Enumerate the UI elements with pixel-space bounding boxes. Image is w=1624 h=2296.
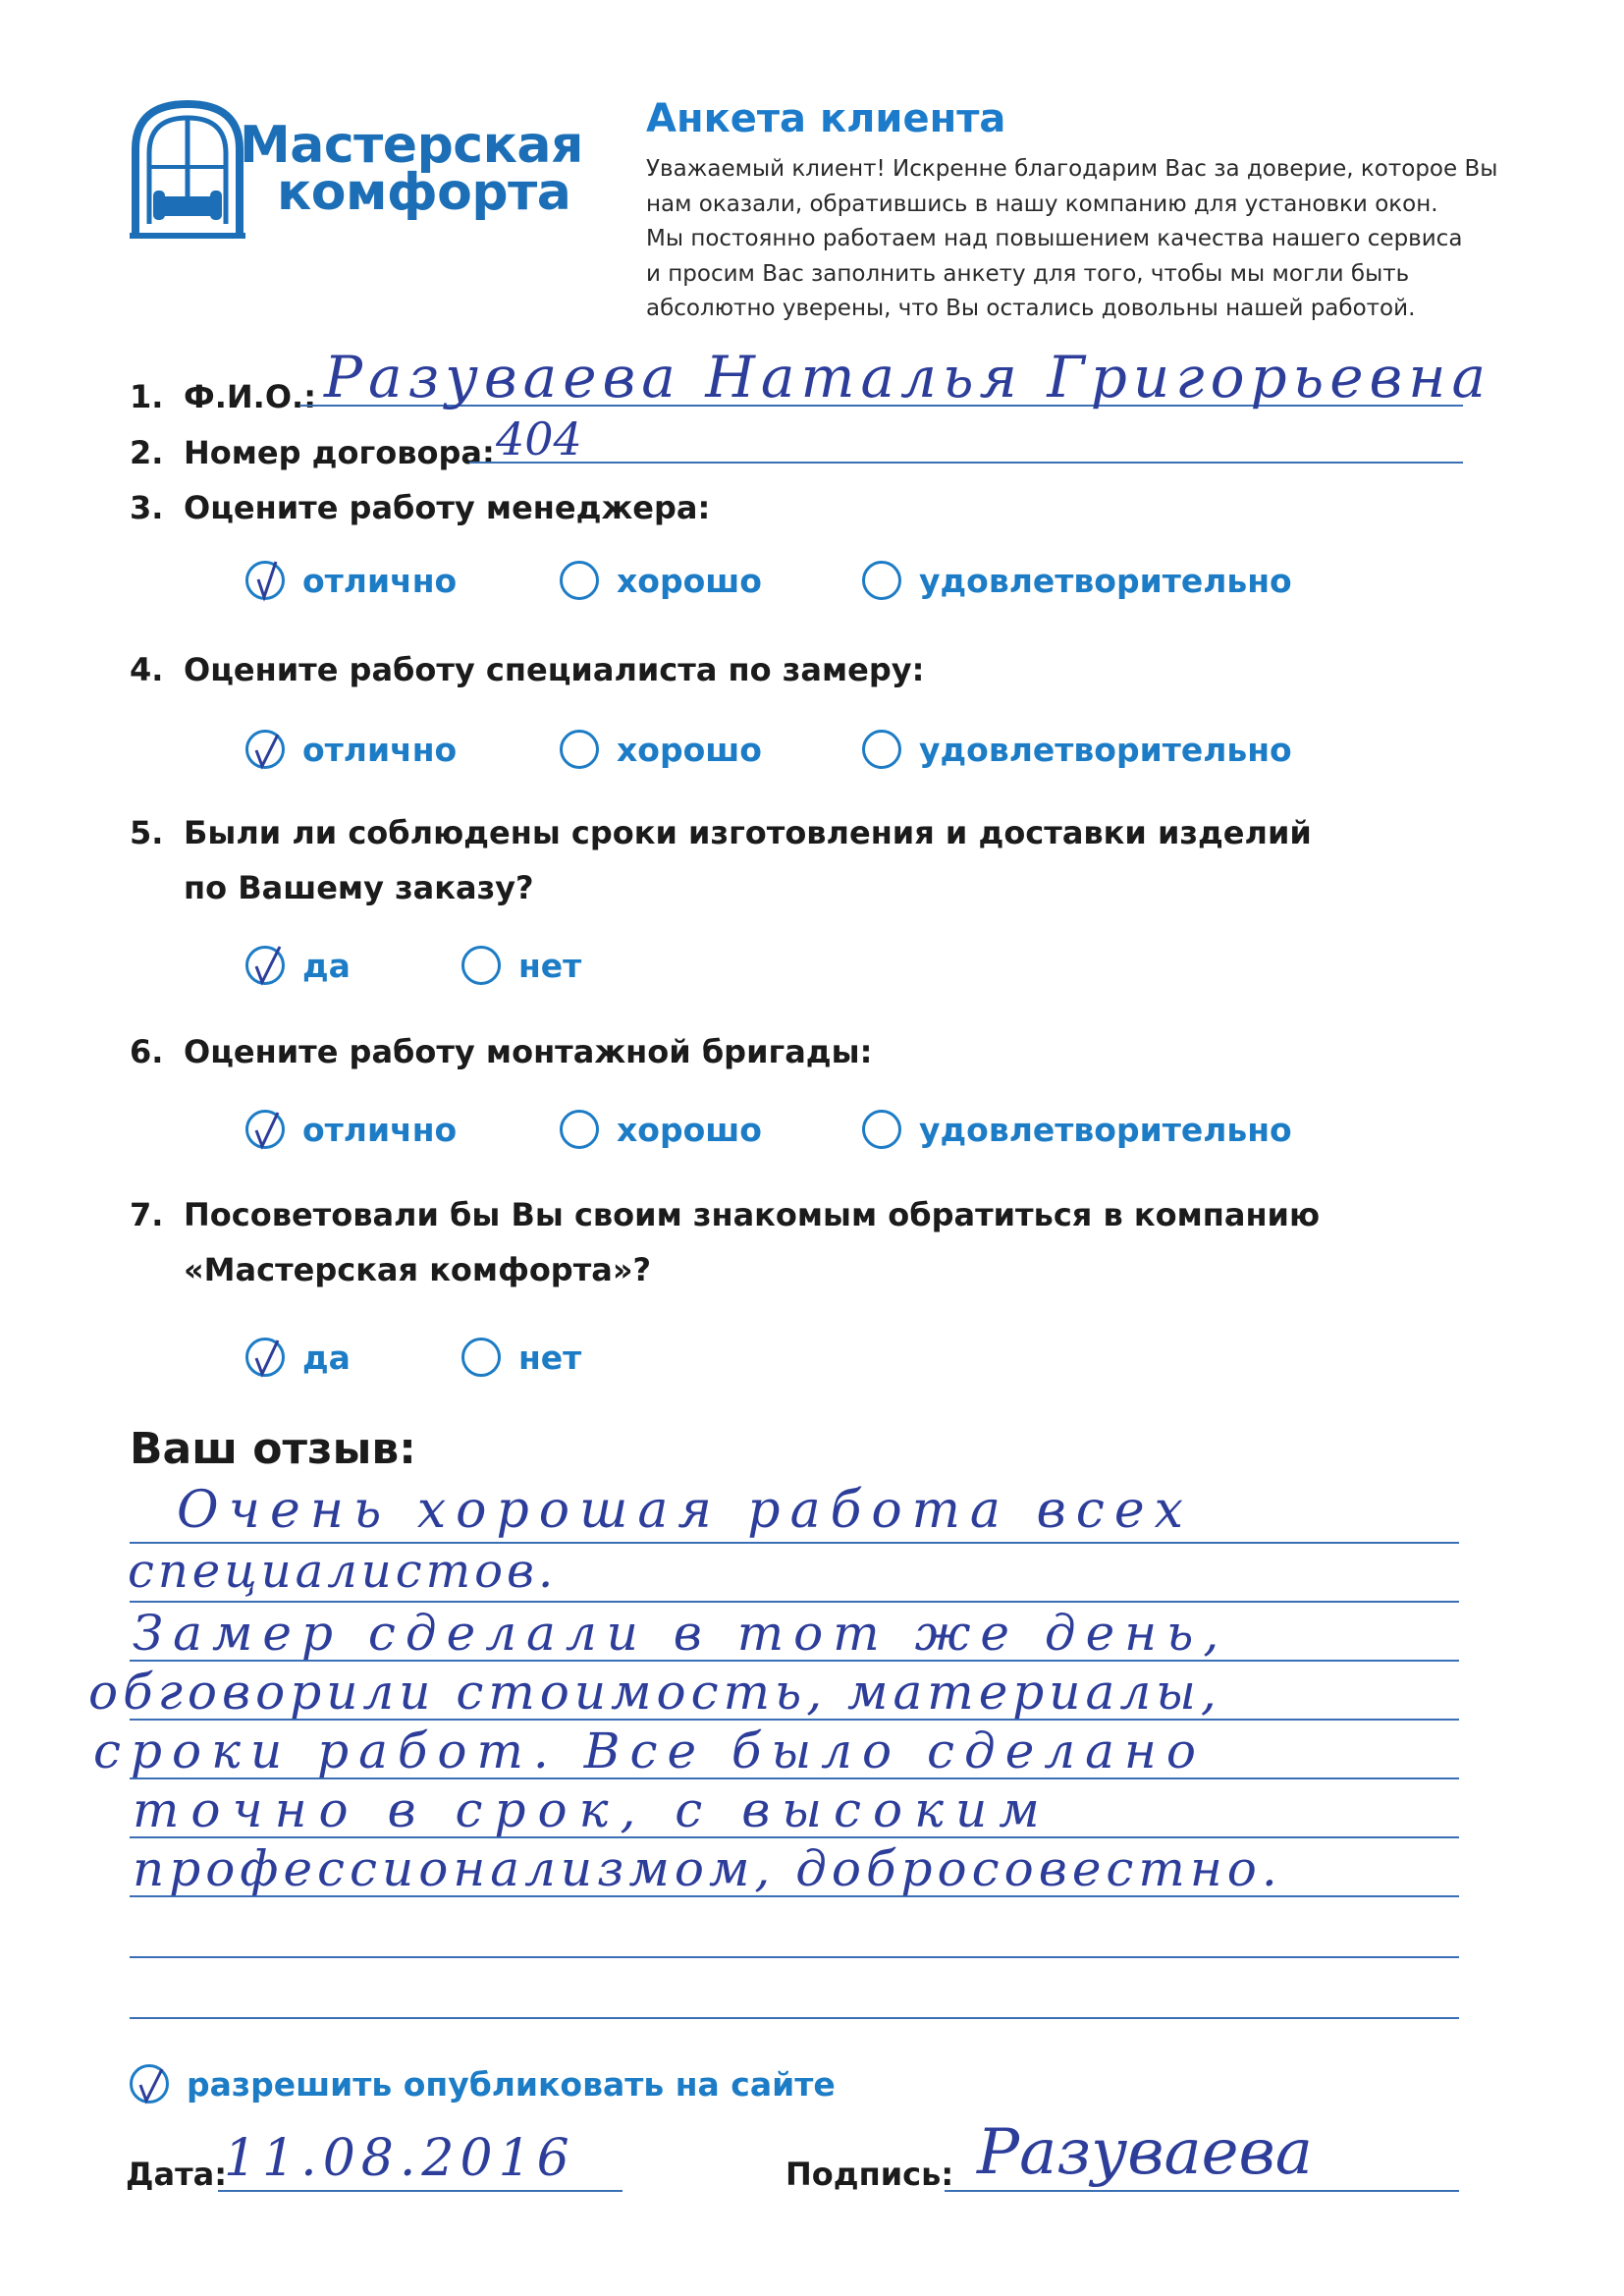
question-number: 4. — [130, 651, 164, 688]
review-line: специалистов. — [128, 1544, 558, 1599]
q7-option-no[interactable] — [461, 1338, 581, 1377]
form-title: Анкета клиента — [646, 96, 1006, 141]
question-text: Были ли соблюдены сроки изготовления и доставки изделий — [184, 814, 1312, 851]
intro-line: Уважаемый клиент! Искренне благодарим Вас за доверие, которое Вы — [646, 156, 1498, 182]
q3-option-excellent[interactable] — [245, 561, 457, 600]
option-label: нет — [518, 1338, 582, 1377]
logo — [130, 98, 583, 241]
publish-label: разрешить опубликовать на сайте — [187, 2064, 836, 2104]
intro-line: абсолютно уверены, что Вы остались довольны нашей работой. — [646, 296, 1416, 321]
q5-option-no[interactable] — [461, 946, 581, 985]
question-text: Посоветовали бы Вы своим знакомым обратиться в компанию — [184, 1196, 1321, 1233]
radio-circle[interactable] — [130, 2064, 169, 2104]
intro-text — [646, 152, 1510, 327]
question-4 — [130, 651, 924, 688]
option-label: хорошо — [617, 730, 762, 769]
q6-option-excellent[interactable] — [245, 1110, 457, 1149]
fio-label-row — [130, 378, 316, 415]
fio-label: Ф.И.О.: — [184, 378, 316, 415]
q4-option-good[interactable] — [560, 730, 762, 769]
q5-option-yes[interactable] — [245, 946, 351, 985]
logo-line2: комфорта — [277, 163, 571, 222]
review-line: профессионализмом, добросовестно. — [133, 1840, 1282, 1897]
question-5 — [130, 814, 1312, 851]
date-label: Дата: — [126, 2156, 228, 2193]
q3-option-good[interactable] — [560, 561, 762, 600]
signature-underline — [945, 2190, 1459, 2192]
review-line: обговорили стоимость, материалы, — [88, 1664, 1221, 1721]
radio-circle[interactable] — [862, 730, 901, 769]
radio-circle[interactable] — [245, 1338, 285, 1377]
option-label: удовлетворительно — [919, 730, 1292, 769]
contract-underline — [469, 462, 1463, 464]
option-label: хорошо — [617, 1110, 762, 1149]
contract-field[interactable]: 404 — [496, 412, 582, 465]
question-5-cont: по Вашему заказу? — [184, 869, 534, 906]
checkmark-icon — [244, 558, 288, 607]
q6-option-satisfactory[interactable] — [862, 1110, 1292, 1149]
question-text: Оцените работу менеджера: — [184, 489, 711, 526]
question-number: 2. — [130, 434, 164, 471]
logo-line1: Мастерская — [240, 116, 583, 175]
option-label: да — [302, 946, 351, 985]
radio-circle[interactable] — [560, 561, 599, 600]
question-number: 3. — [130, 489, 164, 526]
q4-option-excellent[interactable] — [245, 730, 457, 769]
review-rule — [130, 2017, 1459, 2019]
q7-option-yes[interactable] — [245, 1338, 351, 1377]
radio-circle[interactable] — [245, 1110, 285, 1149]
date-underline — [218, 2190, 623, 2192]
contract-label-row — [130, 434, 495, 471]
question-number: 6. — [130, 1033, 164, 1070]
checkmark-icon — [244, 727, 288, 776]
option-label: удовлетворительно — [919, 1110, 1292, 1149]
q4-option-satisfactory[interactable] — [862, 730, 1292, 769]
question-7 — [130, 1196, 1320, 1233]
option-label: да — [302, 1338, 351, 1377]
option-label: удовлетворительно — [919, 561, 1292, 600]
radio-circle[interactable] — [560, 730, 599, 769]
review-rule — [130, 1601, 1459, 1603]
question-7-cont: «Мастерская комфорта»? — [184, 1251, 652, 1288]
checkmark-icon — [244, 943, 288, 992]
radio-circle[interactable] — [560, 1110, 599, 1149]
radio-circle[interactable] — [245, 946, 285, 985]
question-number: 1. — [130, 378, 164, 415]
signature-label: Подпись: — [785, 2156, 954, 2193]
intro-line: нам оказали, обратившись в нашу компанию для установки окон. — [646, 191, 1438, 217]
date-field[interactable]: 11.08.2016 — [224, 2129, 575, 2188]
review-title: Ваш отзыв: — [130, 1424, 416, 1474]
radio-circle[interactable] — [862, 1110, 901, 1149]
intro-line: Мы постоянно работаем над повышением качества нашего сервиса — [646, 226, 1463, 251]
radio-circle[interactable] — [461, 946, 501, 985]
checkmark-icon — [129, 2061, 172, 2110]
question-3 — [130, 489, 710, 526]
signature-field[interactable]: Разуваева — [977, 2116, 1313, 2189]
review-line: точно в срок, с высоким — [133, 1781, 1052, 1838]
review-line: Очень хорошая работа всех — [177, 1481, 1193, 1540]
checkmark-icon — [244, 1335, 288, 1384]
review-line: Замер сделали в тот же день, — [133, 1605, 1229, 1662]
question-number: 7. — [130, 1196, 164, 1233]
review-line: сроки работ. Все было сделано — [93, 1722, 1206, 1779]
option-label: отлично — [302, 730, 458, 769]
q3-option-satisfactory[interactable] — [862, 561, 1292, 600]
option-label: хорошо — [617, 561, 762, 600]
review-rule — [130, 1956, 1459, 1958]
option-label: нет — [518, 946, 582, 985]
q6-option-good[interactable] — [560, 1110, 762, 1149]
question-number: 5. — [130, 814, 164, 851]
contract-label: Номер договора: — [184, 434, 495, 471]
option-label: отлично — [302, 561, 458, 600]
publish-checkbox[interactable] — [130, 2064, 836, 2104]
intro-line: и просим Вас заполнить анкету для того, чтобы мы могли быть — [646, 260, 1410, 287]
radio-circle[interactable] — [862, 561, 901, 600]
radio-circle[interactable] — [245, 561, 285, 600]
radio-circle[interactable] — [461, 1338, 501, 1377]
window-sofa-logo-icon — [130, 98, 245, 241]
question-6 — [130, 1033, 872, 1070]
checkmark-icon — [244, 1107, 288, 1156]
fio-field[interactable]: Разуваева Наталья Григорьевна — [324, 344, 1492, 410]
option-label: отлично — [302, 1110, 458, 1149]
question-text: Оцените работу монтажной бригады: — [184, 1033, 873, 1070]
question-text: Оцените работу специалиста по замеру: — [184, 651, 925, 688]
radio-circle[interactable] — [245, 730, 285, 769]
